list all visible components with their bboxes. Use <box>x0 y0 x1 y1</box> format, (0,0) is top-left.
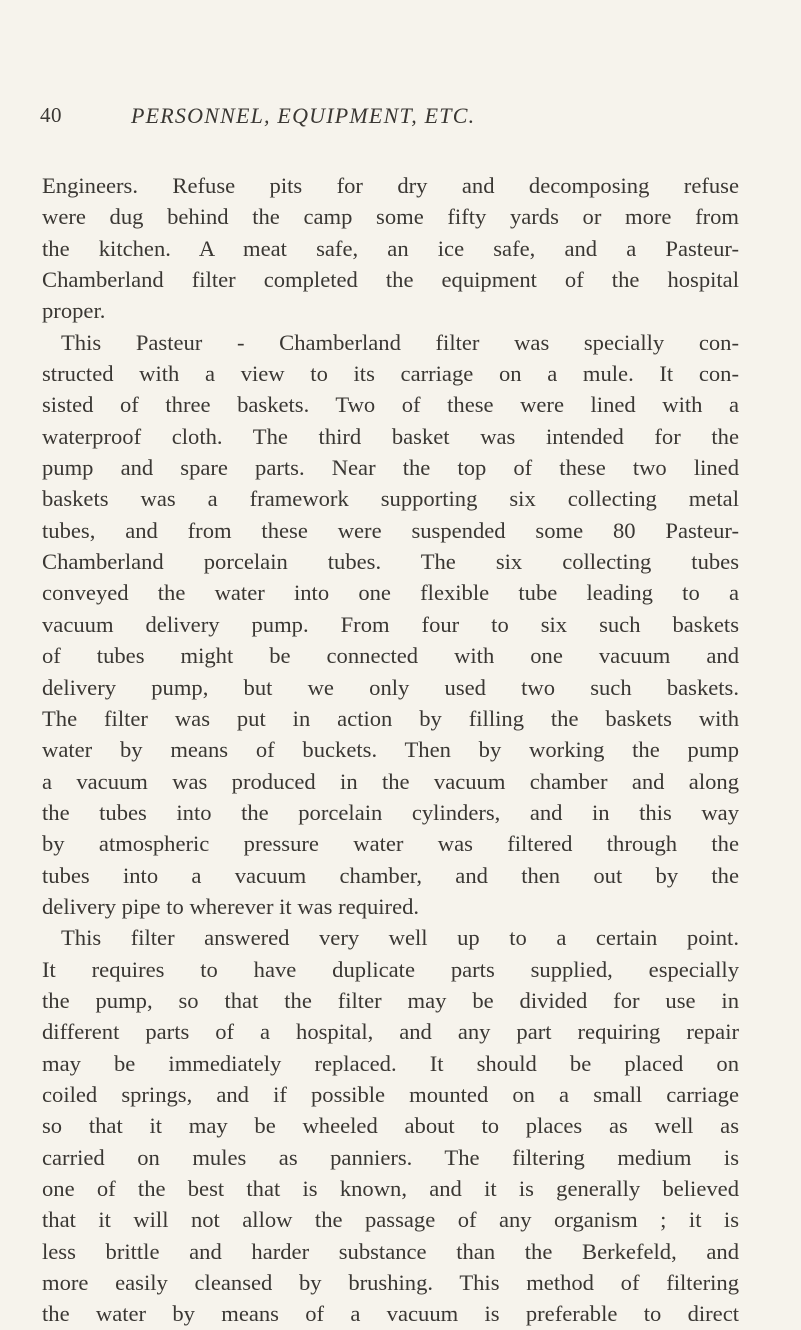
text-line: the pump, so that the filter may be divided for use in <box>42 987 739 1013</box>
text-line: This filter answered very well up to a certain point. <box>61 925 739 951</box>
text-line: This Pasteur - Chamberland filter was specially con- <box>61 329 739 355</box>
text-line: sisted of three baskets. Two of these were lined with a <box>42 392 739 418</box>
text-line: a vacuum was produced in the vacuum chamber and along <box>42 768 739 794</box>
text-line: Chamberland filter completed the equipment of the hospital <box>42 267 739 293</box>
text-line: so that it may be wheeled about to places as well as <box>42 1113 739 1139</box>
text-line: may be immediately replaced. It should be placed on <box>42 1050 739 1076</box>
text-line: It requires to have duplicate parts supplied, especially <box>42 956 739 982</box>
text-line: The filter was put in action by filling the baskets with <box>42 705 739 731</box>
text-line: the tubes into the porcelain cylinders, and in this way <box>42 799 739 825</box>
text-line: by atmospheric pressure water was filtered through the <box>42 831 739 857</box>
text-line: different parts of a hospital, and any part requiring repair <box>42 1019 739 1045</box>
text-line: pump and spare parts. Near the top of these two lined <box>42 455 739 481</box>
text-line: proper. <box>42 298 106 324</box>
text-line: tubes, and from these were suspended some 80 Pasteur- <box>42 517 739 543</box>
text-line: Chamberland porcelain tubes. The six collecting tubes <box>42 549 739 575</box>
page-header <box>40 103 740 133</box>
running-head: PERSONNEL, EQUIPMENT, ETC. <box>131 103 476 128</box>
text-line: of tubes might be connected with one vacuum and <box>42 643 739 669</box>
text-line: structed with a view to its carriage on a mule. It con- <box>42 361 739 387</box>
text-line: delivery pipe to wherever it was required. <box>42 893 420 919</box>
text-line: tubes into a vacuum chamber, and then out by the <box>42 862 739 888</box>
text-line: delivery pump, but we only used two such baskets. <box>42 674 739 700</box>
text-line: Engineers. Refuse pits for dry and decomposing refuse <box>42 173 739 198</box>
text-line: conveyed the water into one flexible tube leading to a <box>42 580 739 606</box>
text-line: waterproof cloth. The third basket was intended for the <box>42 423 739 449</box>
text-line: the water by means of a vacuum is preferable to direct <box>42 1301 739 1327</box>
text-line: carried on mules as panniers. The filtering medium is <box>42 1144 739 1170</box>
text-line: baskets was a framework supporting six collecting metal <box>42 486 739 512</box>
text-line: were dug behind the camp some fifty yards or more from <box>42 204 739 230</box>
text-line: water by means of buckets. Then by working the pump <box>42 737 739 763</box>
text-line: one of the best that is known, and it is generally believed <box>42 1176 739 1201</box>
body-text <box>42 170 739 1330</box>
text-line: that it will not allow the passage of any organism ; it is <box>42 1207 739 1233</box>
text-line: the kitchen. A meat safe, an ice safe, and a Pasteur- <box>42 235 739 261</box>
page-number: 40 <box>40 103 62 127</box>
text-line: coiled springs, and if possible mounted on a small carriage <box>42 1081 739 1107</box>
text-line: more easily cleansed by brushing. This method of filtering <box>42 1270 739 1296</box>
text-line: less brittle and harder substance than the Berkefeld, and <box>42 1238 739 1264</box>
text-line: vacuum delivery pump. From four to six such baskets <box>42 611 739 637</box>
